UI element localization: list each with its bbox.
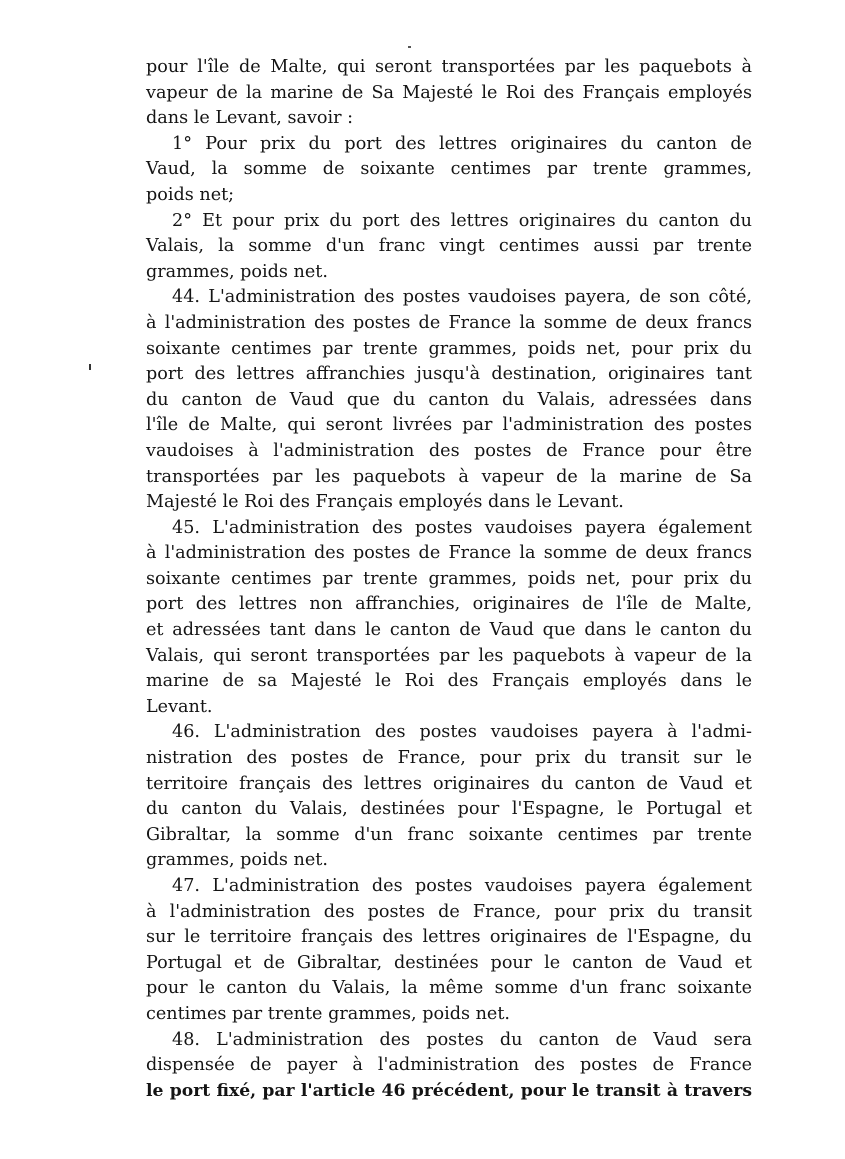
text-line: Vaud, la somme de soixante centimes par trente grammes,	[146, 159, 752, 180]
text-line: 48. L'administration des postes du canton de Vaud sera	[172, 1029, 752, 1050]
text-line: vaudoises à l'administration des postes de France pour être	[146, 440, 752, 461]
text-line: grammes, poids net.	[146, 850, 328, 871]
text-line: vapeur de la marine de Sa Majesté le Roi des Français employés	[146, 82, 752, 103]
text-line: sur le territoire français des lettres originaires de l'Espagne, du	[146, 927, 752, 948]
text-line: grammes, poids net.	[146, 261, 328, 282]
text-line: 45. L'administration des postes vaudoises payera également	[172, 517, 752, 538]
text-line: territoire français des lettres originaires du canton de Vaud et	[146, 773, 752, 794]
text-line: du canton de Vaud que du canton du Valais, adressées dans	[146, 389, 752, 410]
text-line: du canton du Valais, destinées pour l'Espagne, le Portugal et	[146, 799, 752, 820]
text-line: poids net;	[146, 184, 235, 205]
text-line: le port fixé, par l'article 46 précédent, pour le transit à travers	[146, 1080, 752, 1101]
text-line: et adressées tant dans le canton de Vaud que dans le canton du	[146, 620, 752, 641]
text-line: nistration des postes de France, pour prix du transit sur le	[146, 748, 752, 769]
text-line: port des lettres non affranchies, originaires de l'île de Malte,	[146, 594, 752, 615]
text-line: l'île de Malte, qui seront livrées par l'administration des postes	[146, 415, 752, 436]
text-line: Valais, la somme d'un franc vingt centimes aussi par trente	[146, 236, 752, 257]
text-line: 44. L'administration des postes vaudoises payera, de son côté,	[172, 287, 752, 308]
text-line: 2° Et pour prix du port des lettres originaires du canton du	[172, 210, 752, 231]
text-line: Portugal et de Gibraltar, destinées pour le canton de Vaud et	[146, 952, 752, 973]
body-text	[146, 55, 752, 1104]
text-line: 1° Pour prix du port des lettres originaires du canton de	[172, 133, 752, 154]
text-line: à l'administration des postes de France, pour prix du transit	[146, 901, 752, 922]
text-line: à l'administration des postes de France la somme de deux francs	[146, 312, 752, 333]
text-line: soixante centimes par trente grammes, poids net, pour prix du	[146, 338, 752, 359]
text-line: soixante centimes par trente grammes, poids net, pour prix du	[146, 568, 752, 589]
text-line: Valais, qui seront transportées par les paquebots à vapeur de la	[146, 645, 752, 666]
text-line: Gibraltar, la somme d'un franc soixante centimes par trente	[146, 824, 752, 845]
text-line: centimes par trente grammes, poids net.	[146, 1003, 510, 1024]
top-ink-dot	[408, 46, 411, 48]
text-line: transportées par les paquebots à vapeur de la marine de Sa	[146, 466, 752, 487]
margin-ink-mark	[89, 364, 91, 370]
text-line: dans le Levant, savoir :	[146, 108, 354, 129]
text-line: dispensée de payer à l'administration des postes de France	[146, 1055, 752, 1076]
text-line: 46. L'administration des postes vaudoises payera à l'admi-	[172, 722, 752, 743]
text-line: marine de sa Majesté le Roi des Français employés dans le	[146, 671, 752, 692]
text-line: port des lettres affranchies jusqu'à destination, originaires tant	[146, 364, 752, 385]
text-line: à l'administration des postes de France la somme de deux francs	[146, 543, 752, 564]
text-line: Levant.	[146, 696, 213, 717]
text-line: pour l'île de Malte, qui seront transportées par les paquebots à	[146, 57, 752, 77]
text-line: 47. L'administration des postes vaudoises payera également	[172, 876, 752, 896]
text-line: pour le canton du Valais, la même somme d'un franc soixante	[146, 978, 752, 999]
text-line: Majesté le Roi des Français employés dans le Levant.	[146, 492, 624, 513]
